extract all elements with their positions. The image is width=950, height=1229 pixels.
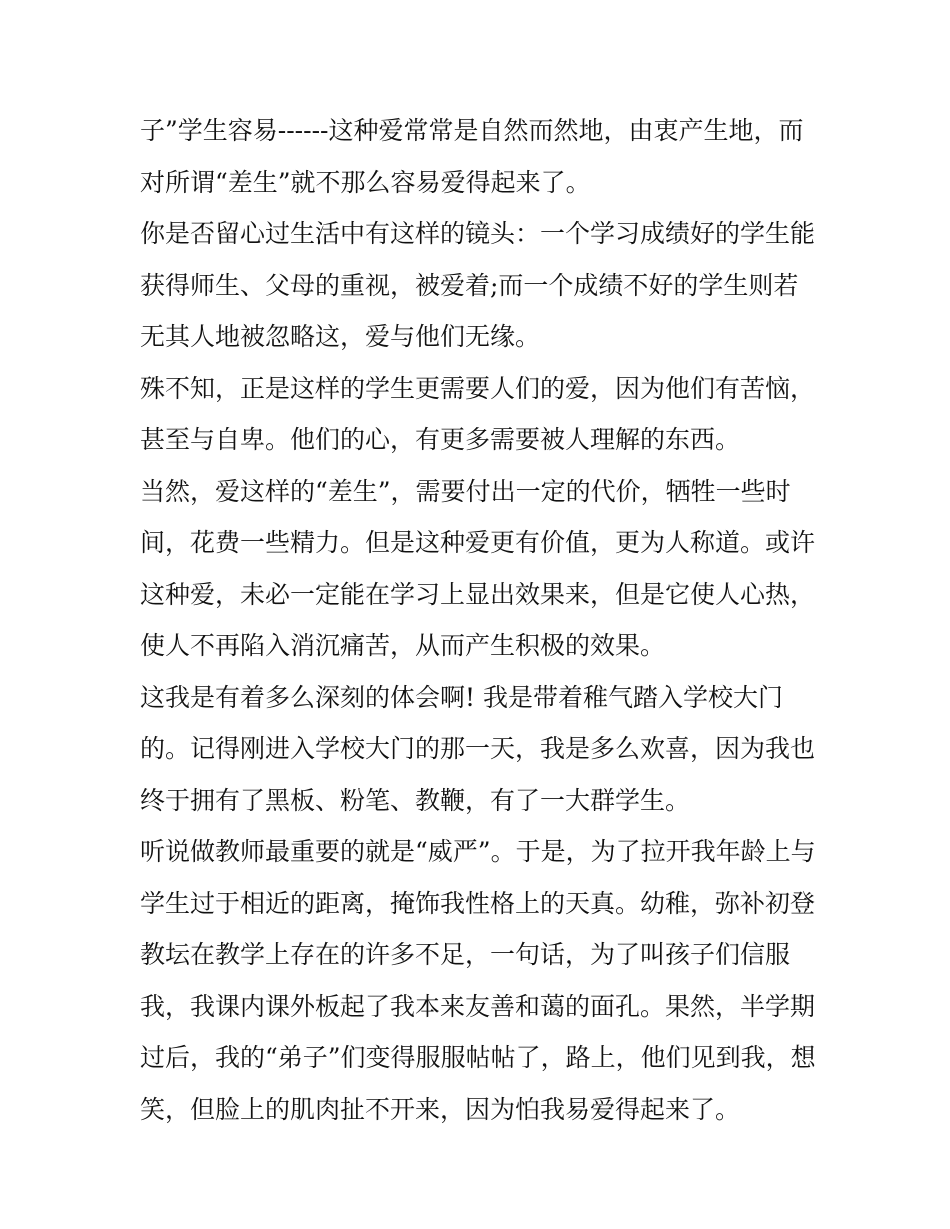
text-line-15: 听说做教师最重要的就是“威严”。于是，为了拉开我年龄上与 [140, 837, 816, 866]
text-line-14: 终于拥有了黑板、粉笔、教鞭，有了一大群学生。 [140, 785, 691, 815]
text-line-18: 我，我课内课外板起了我本来友善和蔼的面孔。果然，半学期 [140, 991, 816, 1021]
text-line-8: 当然，爱这样的“差生”，需要付出一定的代价，牺牲一些时 [140, 476, 791, 506]
body-text [140, 105, 830, 1135]
text-line-11: 使人不再陷入消沉痛苦，从而产生积极的效果。 [140, 631, 666, 660]
text-line-9: 间，花费一些精力。但是这种爱更有价值，更为人称道。或许 [140, 528, 816, 557]
text-line-4: 获得师生、父母的重视，被爱着;而一个成绩不好的学生则若 [140, 270, 799, 300]
text-line-19: 过后，我的“弟子”们变得服服帖帖了，路上，他们见到我，想 [140, 1043, 816, 1072]
text-line-10: 这种爱，未必一定能在学习上显出效果来，但是它使人心热， [140, 579, 816, 609]
text-line-6: 殊不知，正是这样的学生更需要人们的爱，因为他们有苦恼， [140, 373, 816, 403]
text-line-12: 这我是有着多么深刻的体会啊! 我是带着稚气踏入学校大门 [140, 682, 783, 712]
text-line-2: 对所谓“差生”就不那么容易爱得起来了。 [140, 167, 591, 197]
text-line-7: 甚至与自卑。他们的心，有更多需要被人理解的东西。 [140, 425, 741, 454]
text-line-17: 教坛在教学上存在的许多不足，一句话，为了叫孩子们信服 [140, 940, 791, 969]
text-line-1: 子”学生容易------这种爱常常是自然而然地，由衷产生地，而 [140, 116, 804, 145]
text-line-3: 你是否留心过生活中有这样的镜头：一个学习成绩好的学生能 [140, 219, 816, 248]
text-line-20: 笑，但脸上的肌肉扯不开来，因为怕我易爱得起来了。 [140, 1094, 741, 1124]
text-line-13: 的。记得刚进入学校大门的那一天，我是多么欢喜，因为我也 [140, 734, 816, 763]
text-line-16: 学生过于相近的距离，掩饰我性格上的天真。幼稚，弥补初登 [140, 888, 816, 918]
text-line-5: 无其人地被忽略这，爱与他们无缘。 [140, 322, 541, 351]
